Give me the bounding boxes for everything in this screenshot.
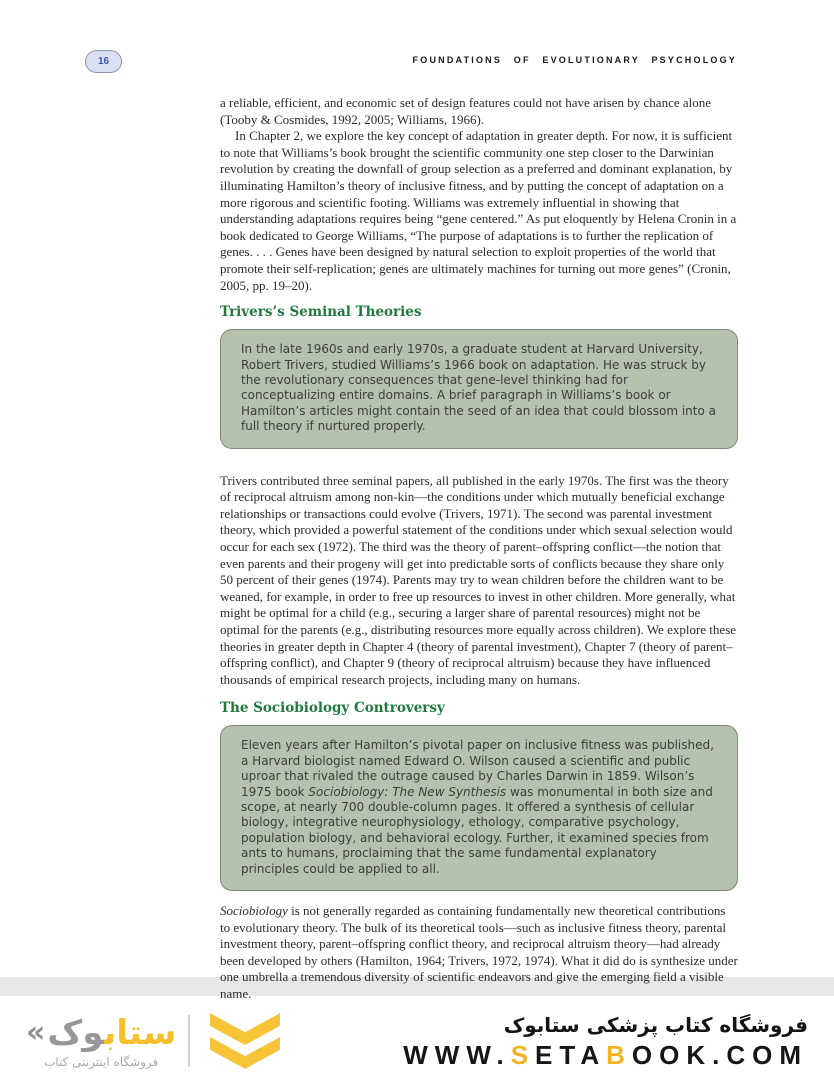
url-eta: ETA	[535, 1040, 607, 1070]
store-url	[403, 1040, 808, 1070]
callout-box-sociobiology-text-1: Eleven years after Hamilton’s pivotal paper on inclusive fitness was published, a Harvard biologist named Edward O. Wilson caused a scientific and public uproar that rivaled the outrage caused by Charles Darwin in 1859. Wilson’s 1975 book	[241, 738, 714, 799]
book-title-italic: Sociobiology: The New Synthesis	[308, 784, 507, 799]
setabook-wordmark-block	[26, 1014, 176, 1069]
setabook-wordmark-farsi: ستابوک	[47, 1012, 177, 1053]
store-title-farsi: فروشگاه کتاب پزشکی ستابوک	[503, 1013, 808, 1037]
setabook-footer-banner	[0, 1002, 834, 1080]
callout-box-trivers-text: In the late 1960s and early 1970s, a graduate student at Harvard University, Robert Trivers, studied Williams’s 1966 book on adaptation. He was struck by the revolutionary consequences that gene-level thinking had for conceptualizing entire domains. A brief paragraph in Williams’s book or Hamilton’s articles might contain the seed of an idea that could blossom into a full theory if nurtured properly.	[241, 342, 717, 434]
section-heading-trivers: Trivers’s Seminal Theories	[220, 304, 422, 321]
paragraph-2: In Chapter 2, we explore the key concept of adaptation in greater depth. For now, it is sufficient to note that Williams’s book brought the scientific community one step closer to the Darwinian revolution by creating the downfall of group selection as a preferred and dominant explanation, by illuminating Hamilton’s theory of inclusive fitness, and by putting the concept of adaptation on a more rigorous and scientific footing. Williams was extremely influential in showing that understanding adaptations requires being “gene centered.” As put eloquently by Helena Cronin in a book dedicated to George Williams, “The purpose of adaptations is to further the replication of genes. . . . Genes have been designed by natural selection to exploit properties of the world that promote their self-replication; genes are ultimately machines for turning out more genes” (Cronin, 2005, pp. 19–20).	[220, 128, 737, 293]
setabook-logo	[26, 1010, 286, 1072]
url-s-yellow: S	[510, 1040, 536, 1070]
paragraph-1: a reliable, efficient, and economic set of design features could not have arisen by chance alone (Tooby & Cosmides, 1992, 2005; Williams, 1966).	[220, 95, 712, 127]
running-head: FOUNDATIONS OF EVOLUTIONARY PSYCHOLOGY	[412, 55, 737, 65]
paragraph-4	[220, 903, 738, 1003]
page-number: 16	[97, 56, 110, 67]
setabook-emblem-icon	[204, 1010, 286, 1072]
callout-box-sociobiology-text-2: was monumental in both size and scope, at nearly 700 double-column pages. It offered a synthesis of cellular biology, integrative neurophysiology, ethology, comparative psychology, population biology, and behavioral ecology. Further, it examined species from ants to humans, proclaiming that the same fundamental explanatory principles could be applied to all.	[241, 784, 713, 876]
paragraph-4-text: is not generally regarded as containing fundamentally new theoretical contributions to evolutionary theory. The bulk of its theoretical tools—such as inclusive fitness theory, parental investment theory, parent–offspring conflict theory, and reciprocal altruism theory—had already been developed by others (Hamilton, 1964; Trivers, 1972, 1974). What it did do is synthesize under one umbrella a tremendous diversity of scientific endeavors and give the emerging field a visible name.	[220, 902, 738, 1001]
url-ookcom: OOK.COM	[631, 1040, 808, 1070]
section-heading-sociobiology: The Sociobiology Controversy	[220, 700, 445, 717]
store-info-block	[403, 1012, 808, 1070]
url-b-yellow: B	[606, 1040, 632, 1070]
callout-box-trivers	[220, 329, 738, 448]
book-page-body	[220, 95, 738, 1003]
logo-divider	[188, 1015, 190, 1067]
double-chevron-icon: «	[26, 1014, 46, 1050]
page-number-badge	[85, 50, 122, 73]
setabook-tagline-farsi: فروشگاه اینترنتی کتاب	[44, 1054, 159, 1069]
setabook-wordmark-row	[26, 1014, 176, 1052]
callout-box-sociobiology	[220, 725, 738, 891]
url-www: WWW.	[403, 1040, 511, 1070]
paragraph-3: Trivers contributed three seminal papers, all published in the early 1970s. The first was the theory of reciprocal altruism among non-kin—the conditions under which mutually beneficial exchange relationships or transactions could evolve (Trivers, 1971). The second was parental investment theory, which provided a powerful statement of the conditions under which sexual selection would occur for each sex (1972). The third was the theory of parent–offspring conflict—the notion that even parents and their progeny will get into predictable sorts of conflicts because they share only 50 percent of their genes (1974). Parents may try to wean children before the children want to be weaned, for example, in order to free up resources to invest in other children. More generally, what might be optimal for a child (e.g., securing a larger share of parental resources) might not be optimal for the parents (e.g., distributing resources more equally across children). We explore these theories in greater depth in Chapter 4 (theory of parental investment), Chapter 7 (theory of parent–offspring conflict), and Chapter 9 (theory of reciprocal altruism) because they have influenced thousands of empirical research projects, including many on humans.	[220, 472, 737, 687]
sociobiology-italic: Sociobiology	[220, 902, 288, 918]
